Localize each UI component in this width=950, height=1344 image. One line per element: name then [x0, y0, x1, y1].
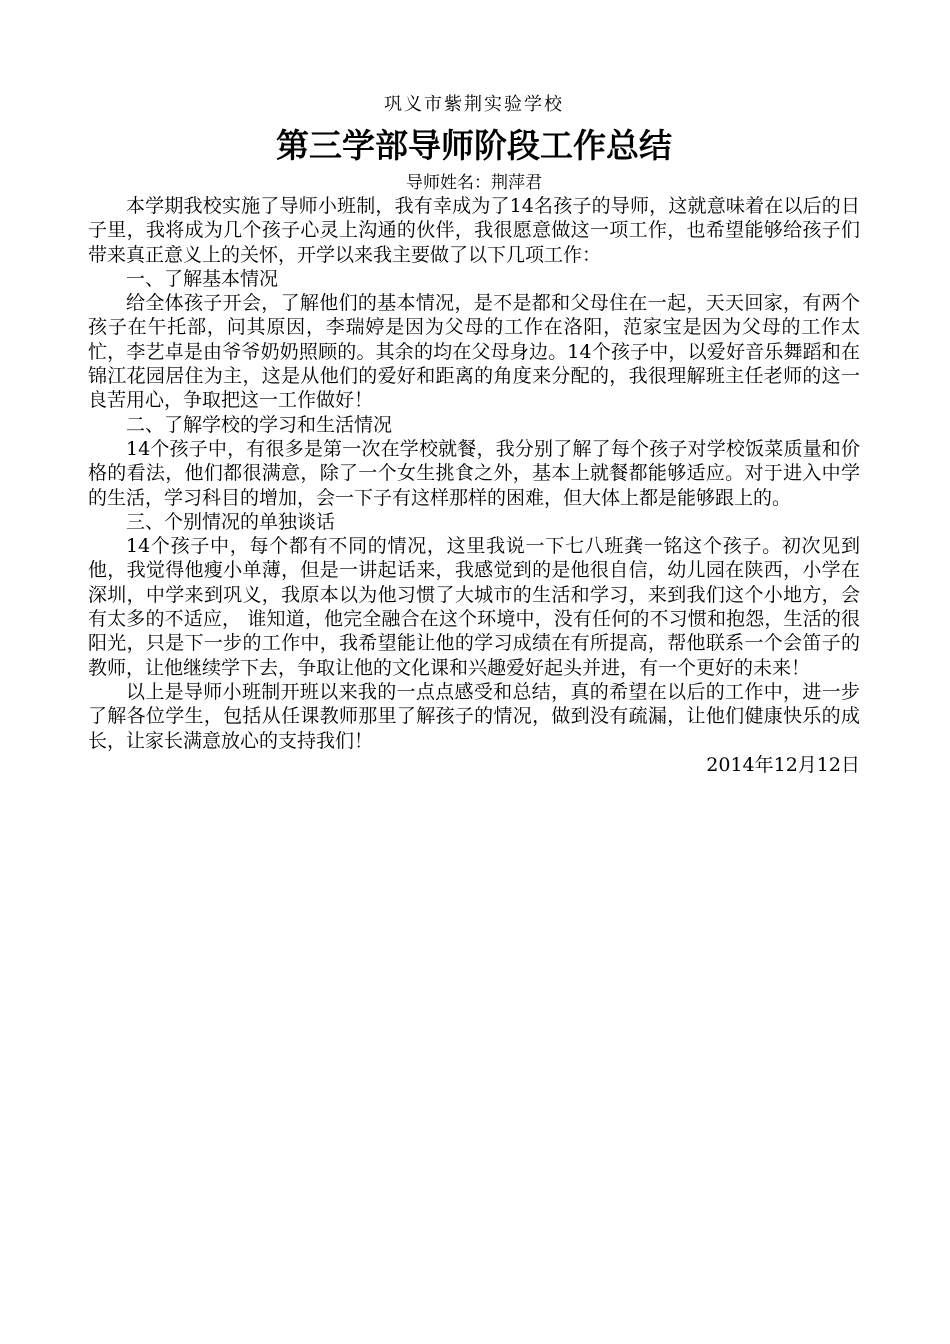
author-line: 导师姓名：荆萍君: [406, 173, 542, 193]
document-date: 2014年12月12日: [706, 753, 860, 776]
section-body-1: 给全体孩子开会，了解他们的基本情况，是不是都和父母住在一起，天天回家，有两个孩子在午托部，问其原因，李瑞婷是因为父母的工作在洛阳，范家宝是因为父母的工作太忙，李艺卓是由爷爷奶奶照顾的。其余的均在父母身边。14个孩子中，以爱好音乐舞蹈和在锦江花园居住为主，这是从他们的爱好和距离的角度来分配的，我很理解班主任老师的这一良苦用心，争取把这一工作做好！: [88, 292, 860, 412]
conclusion-paragraph: 以上是导师小班制开班以来我的一点点感受和总结，真的希望在以后的工作中，进一步了解各位学生，包括从任课教师那里了解孩子的情况，做到没有疏漏，让他们健康快乐的成长，让家长满意放心的支持我们！: [88, 680, 860, 752]
school-name: 巩义市紫荆实验学校: [384, 94, 564, 115]
document-content: [88, 92, 860, 777]
section-heading-1: 一、了解基本情况: [126, 267, 279, 290]
intro-paragraph: 本学期我校实施了导师小班制，我有幸成为了14名孩子的导师，这就意味着在以后的日子里，我将成为几个孩子心灵上沟通的伙伴，我很愿意做这一项工作，也希望能够给孩子们带来真正意义上的关怀，开学以来我主要做了以下几项工作：: [88, 195, 860, 266]
section-heading-3: 三、个别情况的单独谈话: [126, 510, 336, 533]
section-body-3: 14个孩子中，每个都有不同的情况，这里我说一下七八班龚一铭这个孩子。初次见到他，我觉得他瘦小单薄，但是一讲起话来，我感觉到的是他很自信，幼儿园在陕西，小学在深圳，中学来到巩义，我原本以为他习惯了大城市的生活和学习，来到我们这个小地方，会有太多的不适应， 谁知道，他完全融合在这个环境中，没有任何的不习惯和抱怨，生活的很阳光，只是下一步的工作中，我希望能让他的学习成绩在有所提高，帮他联系一个会笛子的教师，让他继续学下去，争取让他的文化课和兴趣爱好起头并进，有一个更好的未来！: [88, 535, 860, 679]
document-title: 第三学部导师阶段工作总结: [276, 126, 672, 165]
section-heading-2: 二、了解学校的学习和生活情况: [126, 413, 393, 436]
section-body-2: 14个孩子中，有很多是第一次在学校就餐，我分别了解了每个孩子对学校饭菜质量和价格的看法，他们都很满意，除了一个女生挑食之外，基本上就餐都能够适应。对于进入中学的生活，学习科目的增加，会一下子有这样那样的困难，但大体上都是能够跟上的。: [88, 437, 860, 509]
